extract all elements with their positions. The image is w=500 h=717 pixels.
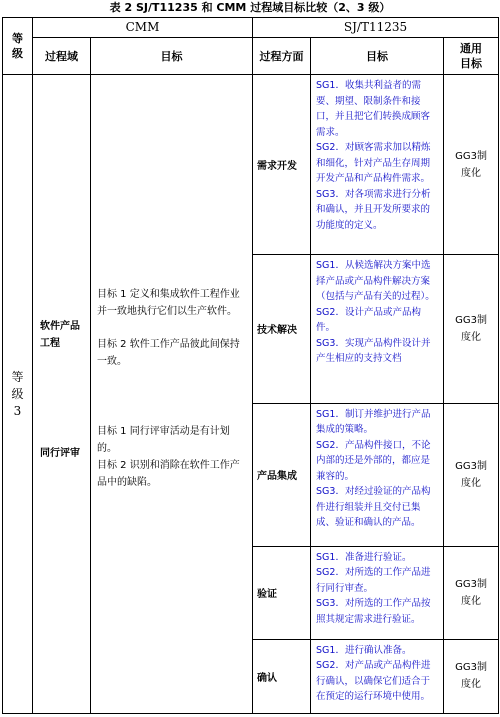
header-sjt-goal: 目标 xyxy=(311,38,444,75)
sjt-goal-cell xyxy=(311,75,444,255)
process-aspect-cell: 确认 xyxy=(253,639,311,713)
header-generic-goal: 通用目标 xyxy=(444,38,499,75)
header-row-1 xyxy=(3,18,499,38)
process-aspect-cell: 需求开发 xyxy=(253,75,311,255)
sjt-goal-cell xyxy=(311,403,444,546)
cmm-goal-text: 目标 1 定义和集成软件工程作业并一致地执行它们以生产软件。 xyxy=(97,289,240,317)
generic-goal-cell: GG3制度化 xyxy=(444,639,499,713)
sjt-goal-cell xyxy=(311,546,444,639)
cmm-domain-name: 同行评审 xyxy=(40,448,80,459)
comparison-table xyxy=(2,17,499,714)
generic-goal-cell: GG3制度化 xyxy=(444,255,499,403)
table-caption: 表 2 SJ/T11235 和 CMM 过程域目标比较（2、3 级） xyxy=(109,1,391,14)
process-aspect-cell: 验证 xyxy=(253,546,311,639)
generic-goal-cell: GG3制度化 xyxy=(444,403,499,546)
header-process-aspect: 过程方面 xyxy=(253,38,311,75)
process-aspect-cell: 产品集成 xyxy=(253,403,311,546)
generic-goal-cell: GG3制度化 xyxy=(444,546,499,639)
header-cmm: CMM xyxy=(33,18,253,38)
header-level: 等级 xyxy=(3,18,33,75)
cmm-goal-cell xyxy=(91,75,253,714)
sjt-goal-text: SG3．对所选的工作产品按照其规定需求进行验证。 xyxy=(316,598,431,625)
sjt-goal-cell xyxy=(311,639,444,713)
sjt-goal-text: SG2．产品构件接口，不论内部的还是外部的，都应是兼容的。 xyxy=(316,439,431,482)
process-aspect-cell: 技术解决 xyxy=(253,255,311,403)
header-process-domain: 过程域 xyxy=(33,38,91,75)
cmm-goal-text: 目标 2 软件工作产品彼此间保持一致。 xyxy=(97,339,240,367)
cmm-domain-name: 软件产品工程 xyxy=(40,321,80,349)
sjt-goal-text: SG3．对经过验证的产品构件进行组装并且交付已集成、验证和确认的产品。 xyxy=(316,486,431,528)
sjt-goal-text: SG2．设计产品或产品构件。 xyxy=(316,306,421,334)
sjt-goal-text: SG3．实现产品构件设计并产生相应的支持文档 xyxy=(316,337,431,365)
header-row-2 xyxy=(3,38,499,75)
table-row xyxy=(3,75,499,255)
sjt-goal-text: SG2．对产品或产品构件进行确认，以确保它们适合于在预定的运行环境中使用。 xyxy=(316,660,431,703)
cmm-goal-text: 目标 2 识别和消除在软件工作产品中的缺陷。 xyxy=(97,460,240,488)
header-sjt: SJ/T11235 xyxy=(253,18,499,38)
sjt-goal-text: SG1．从候选解决方案中选择产品或产品构件解决方案（包括与产品有关的过程）。 xyxy=(316,260,435,303)
sjt-goal-text: SG3．对各项需求进行分析和确认，并且开发所要求的功能度的定义。 xyxy=(316,188,431,231)
sjt-goal-text: SG2．对顾客需求加以精炼和细化，针对产品生存周期开发产品和产品构件需求。 xyxy=(316,142,431,184)
sjt-goal-text: SG1．收集共利益者的需要、期望、限制条件和接口，并且把它们转换成顾客需求。 xyxy=(316,80,431,138)
cmm-goal-text: 目标 1 同行评审活动是有计划的。 xyxy=(97,426,230,454)
level-cell: 等级3 xyxy=(3,75,33,714)
cmm-domain-cell xyxy=(33,75,91,714)
sjt-goal-cell xyxy=(311,255,444,403)
sjt-goal-text: SG2．对所选的工作产品进行同行审查。 xyxy=(316,567,431,594)
generic-goal-cell: GG3制度化 xyxy=(444,75,499,255)
sjt-goal-text: SG1．准备进行验证。 xyxy=(316,551,412,563)
sjt-goal-text: SG1．制订并维护进行产品集成的策略。 xyxy=(316,408,431,435)
sjt-goal-text: SG1．进行确认准备。 xyxy=(316,644,412,656)
header-cmm-goal: 目标 xyxy=(91,38,253,75)
